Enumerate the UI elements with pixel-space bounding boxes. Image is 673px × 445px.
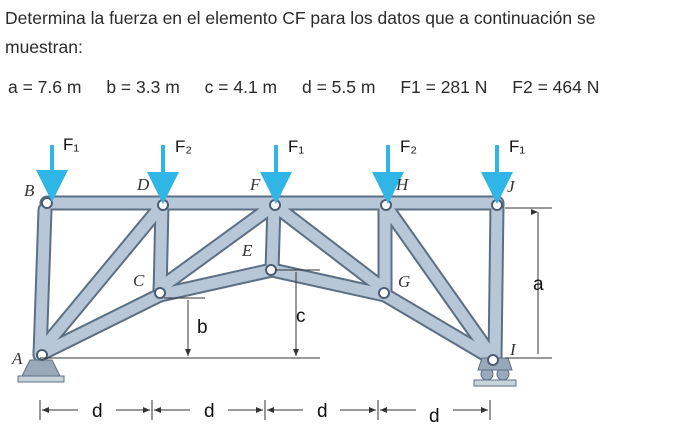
joint-label-J: J — [507, 177, 515, 196]
force-label-3: F₁ — [288, 137, 305, 156]
joint-label-I: I — [510, 340, 516, 359]
truss-figure — [0, 120, 673, 445]
value-a: a = 7.6 m — [8, 77, 82, 97]
dim-label-d2: d — [204, 401, 215, 422]
joint-label-F: F — [250, 175, 261, 194]
joint-label-D: D — [137, 175, 150, 194]
value-f1: F1 = 281 N — [400, 77, 488, 97]
force-arrows — [52, 145, 497, 188]
dim-label-d4: d — [429, 406, 440, 427]
dim-label-c: c — [296, 306, 306, 327]
force-label-2: F₂ — [175, 137, 192, 156]
joint-label-E: E — [242, 241, 253, 260]
support-A — [18, 360, 64, 382]
problem-statement: Determina la fuerza en el elemento CF para los datos que a continuación se muestran: — [5, 8, 596, 57]
value-d: d = 5.5 m — [302, 77, 376, 97]
force-label-5: F₁ — [509, 137, 526, 156]
value-f2: F2 = 464 N — [512, 77, 600, 97]
dim-label-b: b — [197, 317, 208, 338]
joint-label-B: B — [24, 181, 35, 200]
dim-label-d1: d — [92, 401, 103, 422]
value-b: b = 3.3 m — [106, 77, 180, 97]
truss-members — [40, 203, 497, 360]
value-c: c = 4.1 m — [204, 77, 278, 97]
dim-label-a: a — [533, 274, 544, 295]
force-label-4: F₂ — [400, 137, 417, 156]
force-label-1: F₁ — [63, 135, 80, 154]
joint-label-C: C — [133, 271, 145, 290]
joint-label-G: G — [398, 272, 411, 291]
dim-label-d3: d — [317, 401, 328, 422]
given-values — [8, 77, 619, 98]
joint-label-H: H — [396, 175, 409, 194]
joint-label-A: A — [12, 349, 23, 368]
